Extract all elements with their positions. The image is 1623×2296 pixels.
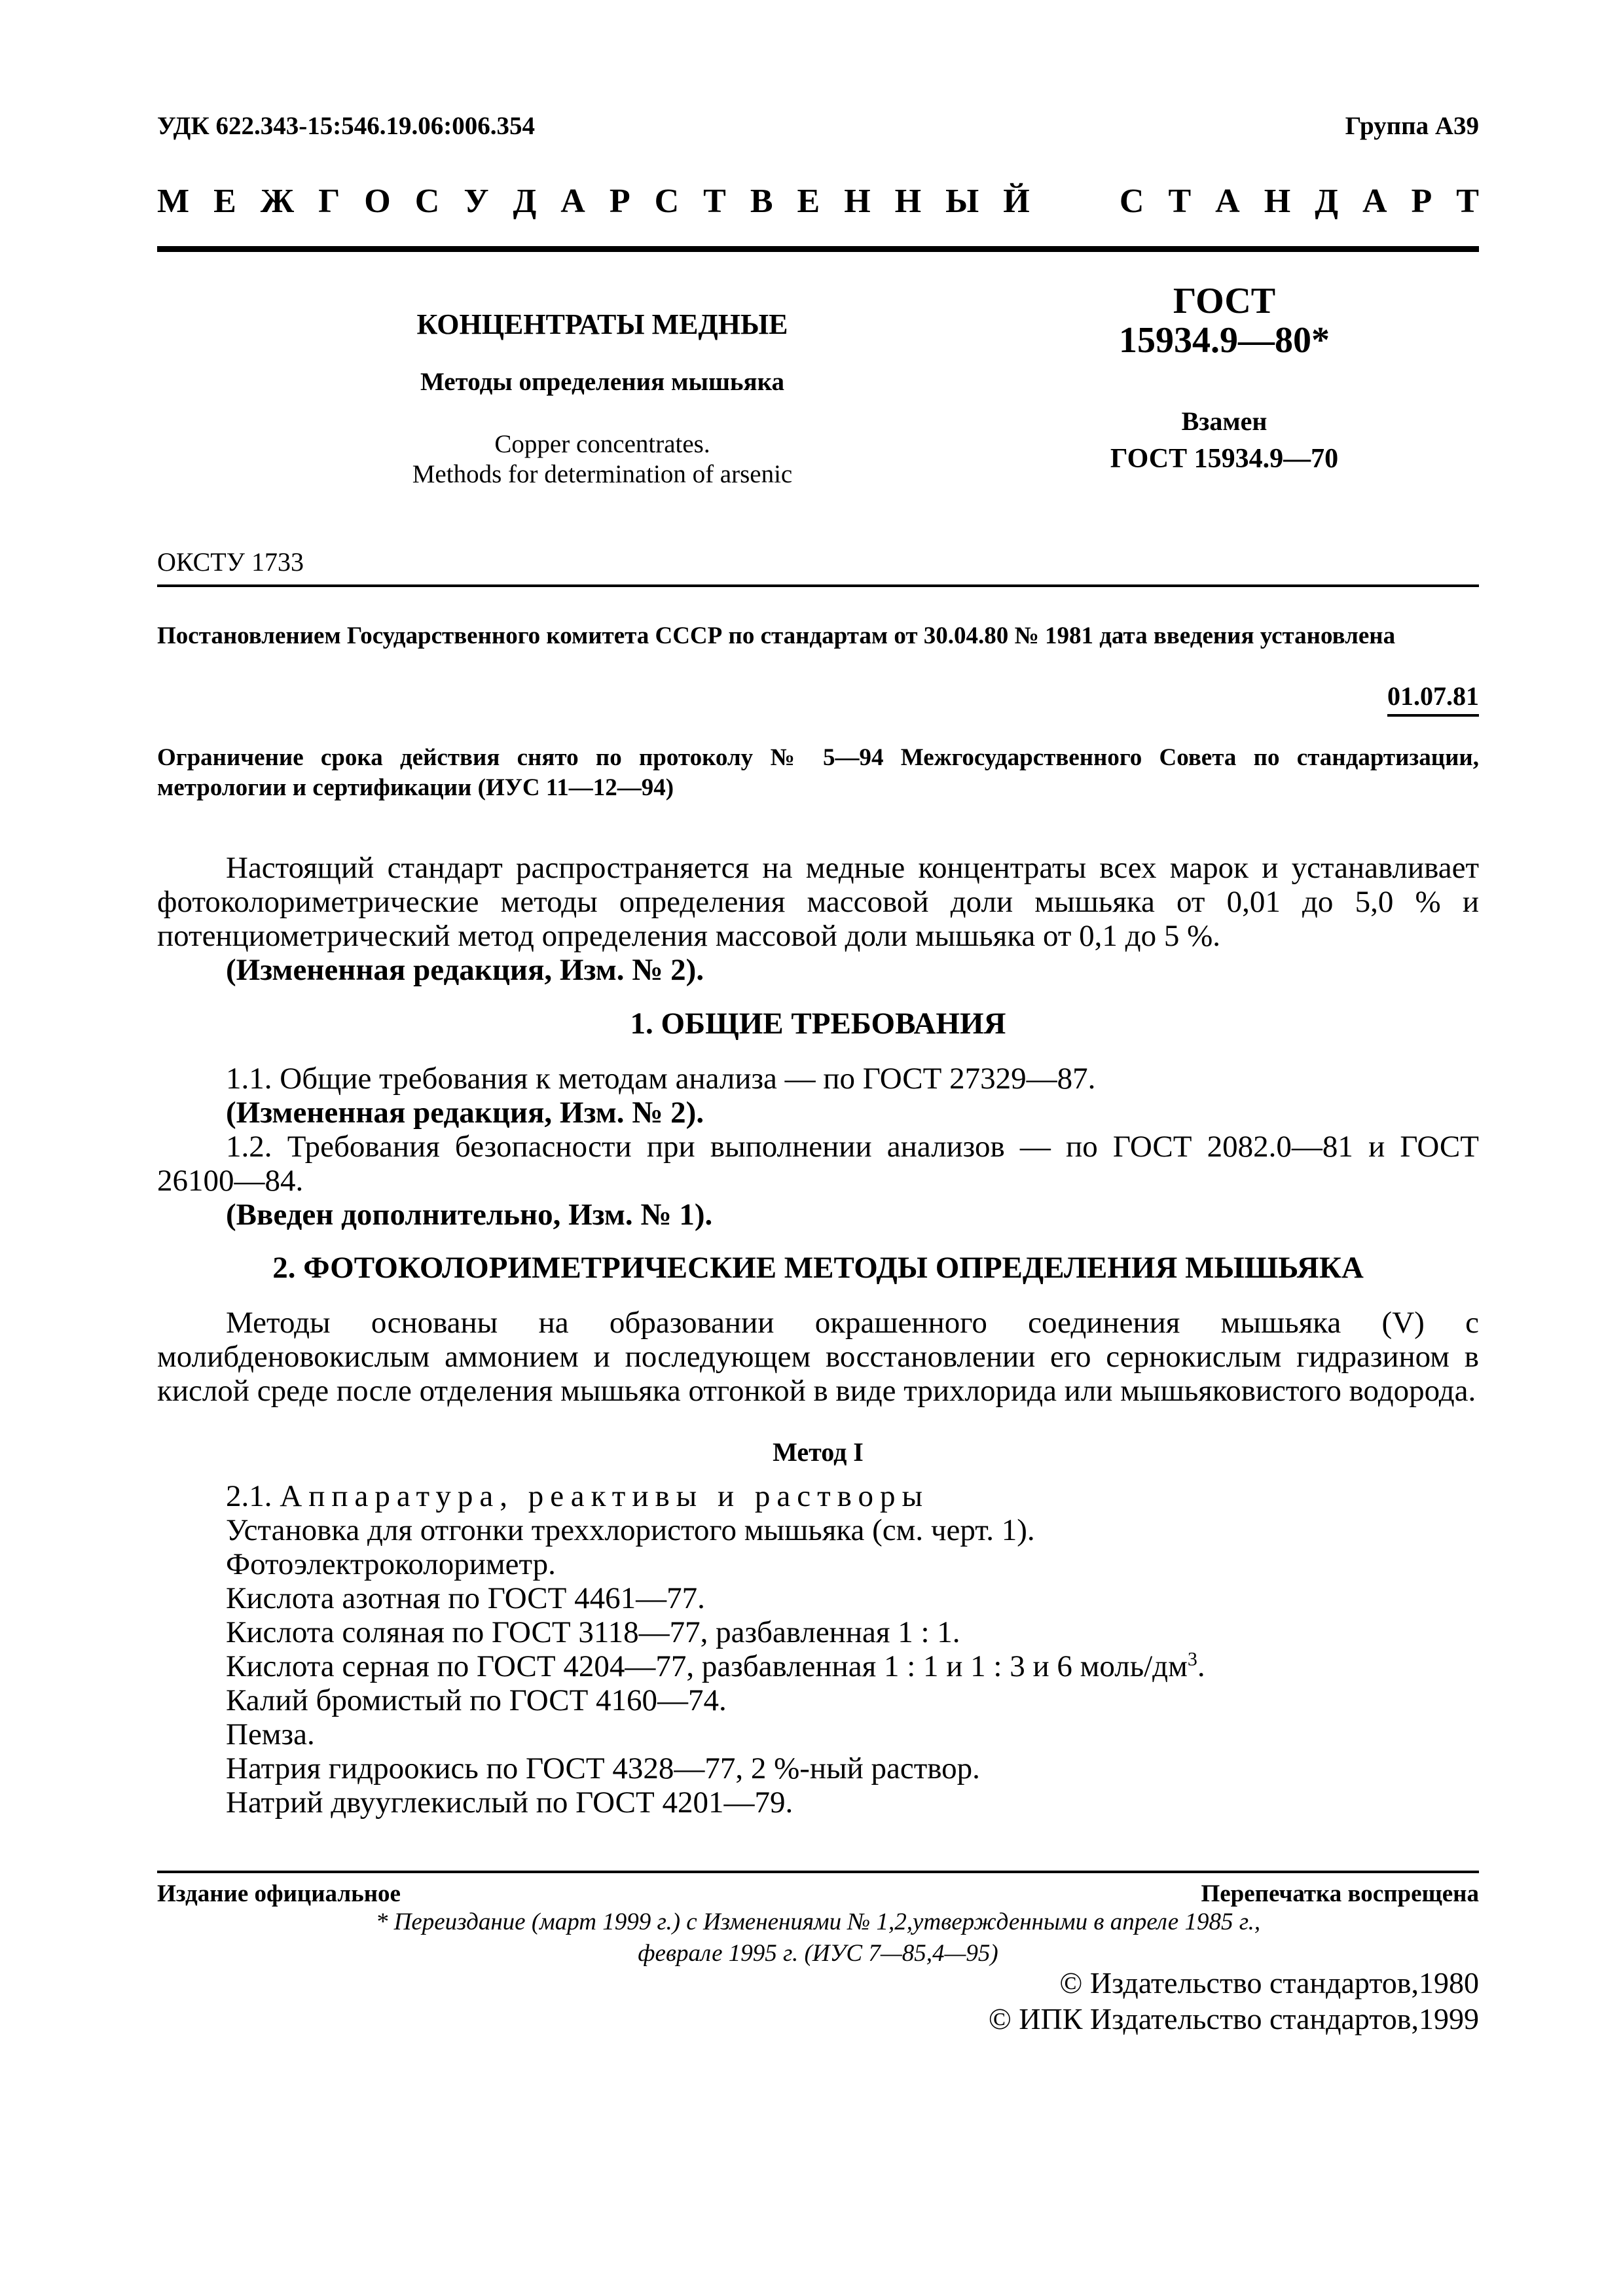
official-edition: Издание официальное <box>157 1880 401 1907</box>
banner-letter: Ж <box>260 183 295 220</box>
document-subtitle: Методы определения мышьяка <box>420 368 785 396</box>
header-rule <box>157 246 1479 252</box>
list-item: Фотоэлектроколориметр. <box>226 1547 556 1581</box>
clause-1-1: 1.1. Общие требования к методам анализа — по ГОСТ 27329—87. <box>226 1062 1096 1096</box>
copyright-1980: © Издательство стандартов,1980 <box>1059 1966 1479 2000</box>
gost-label: ГОСТ <box>1173 281 1276 321</box>
footer-rule <box>157 1871 1479 1873</box>
banner-letter: Р <box>1411 183 1432 220</box>
banner-letter: А <box>560 183 585 220</box>
english-title-line: Methods for determination of arsenic <box>412 460 793 488</box>
banner-letter: Н <box>1264 183 1291 220</box>
standard-banner <box>157 182 1479 221</box>
clause-2-1-number: 2.1. <box>226 1479 272 1513</box>
banner-letter: М <box>157 183 190 220</box>
reissue-note-line: феврале 1995 г. (ИУС 7—85,4—95) <box>638 1940 998 1967</box>
banner-letter: Т <box>1456 183 1479 220</box>
english-title <box>275 429 930 490</box>
equipment-list <box>157 1513 1479 1820</box>
list-item <box>157 1649 1479 1683</box>
reissue-note-line: * Переиздание (март 1999 г.) с Изменениями № 1,2,утвержденными в апреле 1985 г., <box>375 1909 1261 1935</box>
copyright-1999: © ИПК Издательство стандартов,1999 <box>988 2002 1479 2036</box>
banner-letter: Р <box>609 183 630 220</box>
banner-letter: У <box>464 183 489 220</box>
superscript: 3 <box>1187 1648 1197 1670</box>
gost-number: 15934.9—80* <box>1119 320 1330 361</box>
sulfuric-acid-end: . <box>1197 1649 1205 1683</box>
intro-paragraph: Настоящий стандарт распространяется на медные концентраты всех марок и устанавливает фотоколориметрические методы определения массовой доли мышьяка от 0,01 до 5,0 % и потенциометрический метод определения массовой доли мышьяка от 0,1 до 5 %. <box>157 851 1479 953</box>
banner-letter: Н <box>844 183 871 220</box>
banner-letter: Д <box>513 183 537 220</box>
okstu-rule <box>157 584 1479 587</box>
resolution-text: Постановлением Государственного комитета СССР по стандартам от 30.04.80 № 1981 дата введения установлена <box>157 622 1396 649</box>
section-2-heading: 2. ФОТОКОЛОРИМЕТРИЧЕСКИЕ МЕТОДЫ ОПРЕДЕЛЕНИЯ МЫШЬЯКА <box>272 1251 1364 1285</box>
list-item: Установка для отгонки треххлористого мышьяка (см. черт. 1). <box>226 1513 1035 1547</box>
replaces-label: Взамен <box>1181 406 1267 436</box>
section-1-heading: 1. ОБЩИЕ ТРЕБОВАНИЯ <box>630 1007 1006 1041</box>
gost-designation <box>1061 281 1388 475</box>
list-item: Пемза. <box>226 1717 315 1751</box>
okstu-code: ОКСТУ 1733 <box>157 547 304 577</box>
limitation-note: Ограничение срока действия снято по протоколу № 5—94 Межгосударственного Совета по стандартизации, метрологии и сертификации (ИУС 11—12—94) <box>157 744 1479 801</box>
sulfuric-acid-text: Кислота серная по ГОСТ 4204—77, разбавленная 1 : 1 и 1 : 3 и 6 моль/дм <box>226 1649 1188 1683</box>
replaces-number: ГОСТ 15934.9—70 <box>1110 444 1339 474</box>
list-item: Натрий двууглекислый по ГОСТ 4201—79. <box>226 1785 793 1820</box>
list-item: Калий бромистый по ГОСТ 4160—74. <box>226 1683 727 1717</box>
section-2-paragraph: Методы основаны на образовании окрашенного соединения мышьяка (V) с молибденовокислым аммонием и последующем восстановлении его сернокислым гидразином в кислой среде после отделения мышьяка отгонкой в виде трихлорида или мышьяковистого водорода. <box>157 1306 1479 1408</box>
clause-1-2: 1.2. Требования безопасности при выполнении анализов — по ГОСТ 2082.0—81 и ГОСТ 26100—84. <box>157 1130 1479 1198</box>
list-item: Натрия гидроокись по ГОСТ 4328—77, 2 %-ный раствор. <box>226 1751 980 1785</box>
list-item: Кислота азотная по ГОСТ 4461—77. <box>226 1581 705 1615</box>
reprint-prohibited: Перепечатка воспрещена <box>1201 1880 1479 1907</box>
udc-code: УДК 622.343-15:546.19.06:006.354 <box>157 112 536 140</box>
banner-word-standard <box>1120 182 1479 221</box>
banner-letter: С <box>414 183 440 220</box>
banner-letter: Г <box>318 183 340 220</box>
introduction-date: 01.07.81 <box>1387 681 1479 717</box>
banner-letter: С <box>654 183 680 220</box>
banner-word-interstate <box>157 182 1030 221</box>
method-heading: Метод I <box>773 1437 864 1467</box>
banner-letter: Д <box>1315 183 1338 220</box>
reissue-note <box>157 1907 1479 1969</box>
title-block <box>275 308 930 490</box>
banner-letter: С <box>1119 183 1144 220</box>
clause-1-1-amendment: (Измененная редакция, Изм. № 2). <box>226 1096 704 1130</box>
clause-1-2-amendment: (Введен дополнительно, Изм. № 1). <box>226 1198 713 1232</box>
document-title: КОНЦЕНТРАТЫ МЕДНЫЕ <box>416 308 788 340</box>
group-code: Группа А39 <box>1345 112 1479 140</box>
banner-letter: А <box>1215 183 1240 220</box>
banner-letter: Н <box>894 183 922 220</box>
banner-letter: Е <box>213 183 236 220</box>
english-title-line: Copper concentrates. <box>494 430 710 458</box>
banner-letter: Ы <box>945 183 979 220</box>
banner-letter: Е <box>797 183 820 220</box>
banner-letter: Т <box>1168 183 1192 220</box>
banner-letter: А <box>1362 183 1387 220</box>
intro-amendment: (Измененная редакция, Изм. № 2). <box>226 953 704 987</box>
banner-letter: В <box>750 183 773 220</box>
banner-letter: Т <box>703 183 726 220</box>
clause-2-1-title: Аппаратура, реактивы и растворы <box>280 1479 930 1513</box>
clause-2-1 <box>157 1479 1479 1513</box>
list-item: Кислота соляная по ГОСТ 3118—77, разбавленная 1 : 1. <box>226 1615 960 1649</box>
banner-letter: Й <box>1003 183 1030 220</box>
banner-letter: О <box>364 183 391 220</box>
